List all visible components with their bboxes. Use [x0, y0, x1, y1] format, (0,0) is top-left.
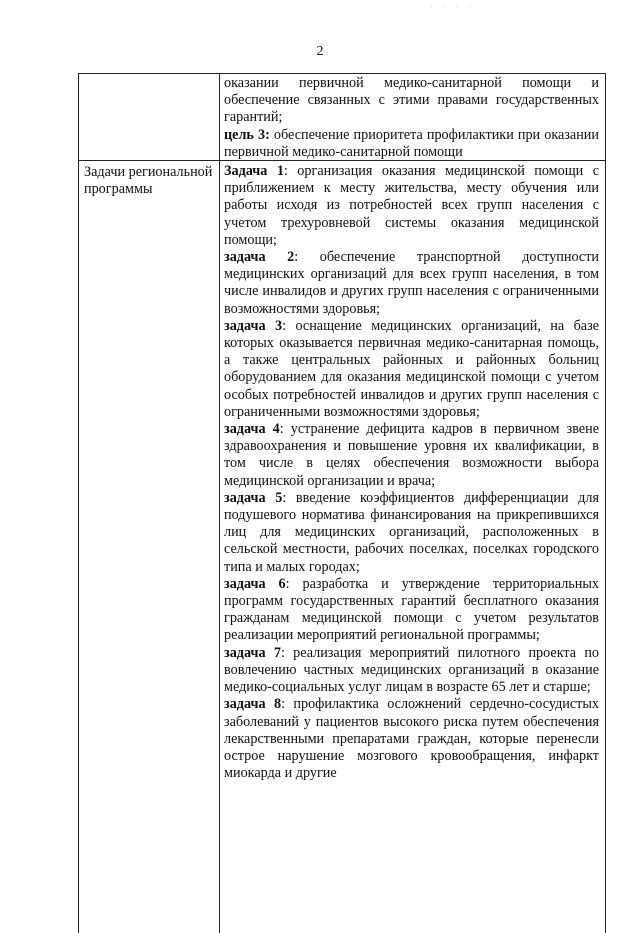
task-1: [224, 163, 599, 249]
task-6: [224, 576, 599, 645]
task-label: задача 5: [224, 489, 283, 506]
task-text: : обеспечение транспортной доступности медицинских организаций для всех групп населения, в том числе инвалидов и других групп населения с ограниченными возможностями здоровья;: [224, 249, 600, 317]
page-number: 2: [316, 44, 324, 59]
column-divider: [219, 74, 220, 933]
task-4: [224, 421, 599, 490]
task-label: задача 3: [224, 317, 283, 334]
task-text: : разработка и утверждение территориальных программ государственных гарантий бесплатного оказания гражданам медицинской помощи с учетом результатов реализации мероприятий региональной программы;: [224, 575, 599, 644]
task-text: : введение коэффициентов дифференциации для подушевого норматива финансирования на прикрепившихся лиц для медицинских организаций, расположенных в сельской местности, рабочих поселках, поселках городского типа и малых городах;: [224, 489, 600, 575]
task-text: : устранение дефицита кадров в первичном звене здравоохранения и повышение уровня их квалификации, в том числе в целях обеспечения возможности выбора медицинской организации и врача;: [224, 421, 599, 489]
continuation-text: оказании первичной медико-санитарной помощи и обеспечение связанных с этими правами государственных гарантий;: [224, 75, 599, 126]
task-label: задача 7: [224, 644, 281, 661]
task-label: задача 2: [224, 249, 295, 266]
task-text: : оснащение медицинских организаций, на базе которых оказывается первичная медико-санитарная помощь, а также центральных районных и районных больниц оборудованием для оказания медицинской помощи с учетом особых потребностей инвалидов и других групп населения с ограниченными возможностями здоровья;: [224, 317, 600, 420]
task-text: : реализация мероприятий пилотного проекта по вовлечению частных медицинских организаций в оказание медико-социальных услуг лицам в возрасте 65 лет и старше;: [224, 644, 600, 696]
task-5: [224, 490, 599, 576]
task-label: задача 6: [224, 575, 286, 592]
task-text: : организация оказания медицинской помощи с приближением к месту жительства, месту обучения или работы исходя из потребностей всех групп населения с учетом трехуровневой системы оказания медицинской помощи;: [224, 163, 599, 248]
goal-3-label: цель 3:: [224, 126, 270, 143]
continuation-cell: [224, 75, 599, 161]
task-7: [224, 645, 599, 697]
section-label-cell: [84, 164, 214, 198]
task-8: [224, 696, 599, 782]
task-label: задача 8: [224, 696, 282, 713]
task-2: [224, 249, 599, 318]
tasks-cell: [224, 163, 599, 782]
goals-table: [78, 73, 606, 933]
task-3: [224, 318, 599, 421]
task-label: задача 4: [224, 421, 280, 438]
task-label: Задача 1: [224, 163, 284, 179]
section-label: Задачи региональной программы: [84, 164, 213, 198]
goal-3-text: обеспечение приоритета профилактики при оказании первичной медико-санитарной помощи: [224, 126, 599, 160]
task-text: : профилактика осложнений сердечно-сосудистых заболеваний у пациентов высокого риска путем обеспечения лекарственными препаратами граждан, которые перенесли острое нарушение мозгового кровообращения, инфаркт миокарда и другие: [224, 696, 599, 782]
goal-3: [224, 127, 599, 161]
scan-artifact: · · · ·: [430, 2, 475, 11]
